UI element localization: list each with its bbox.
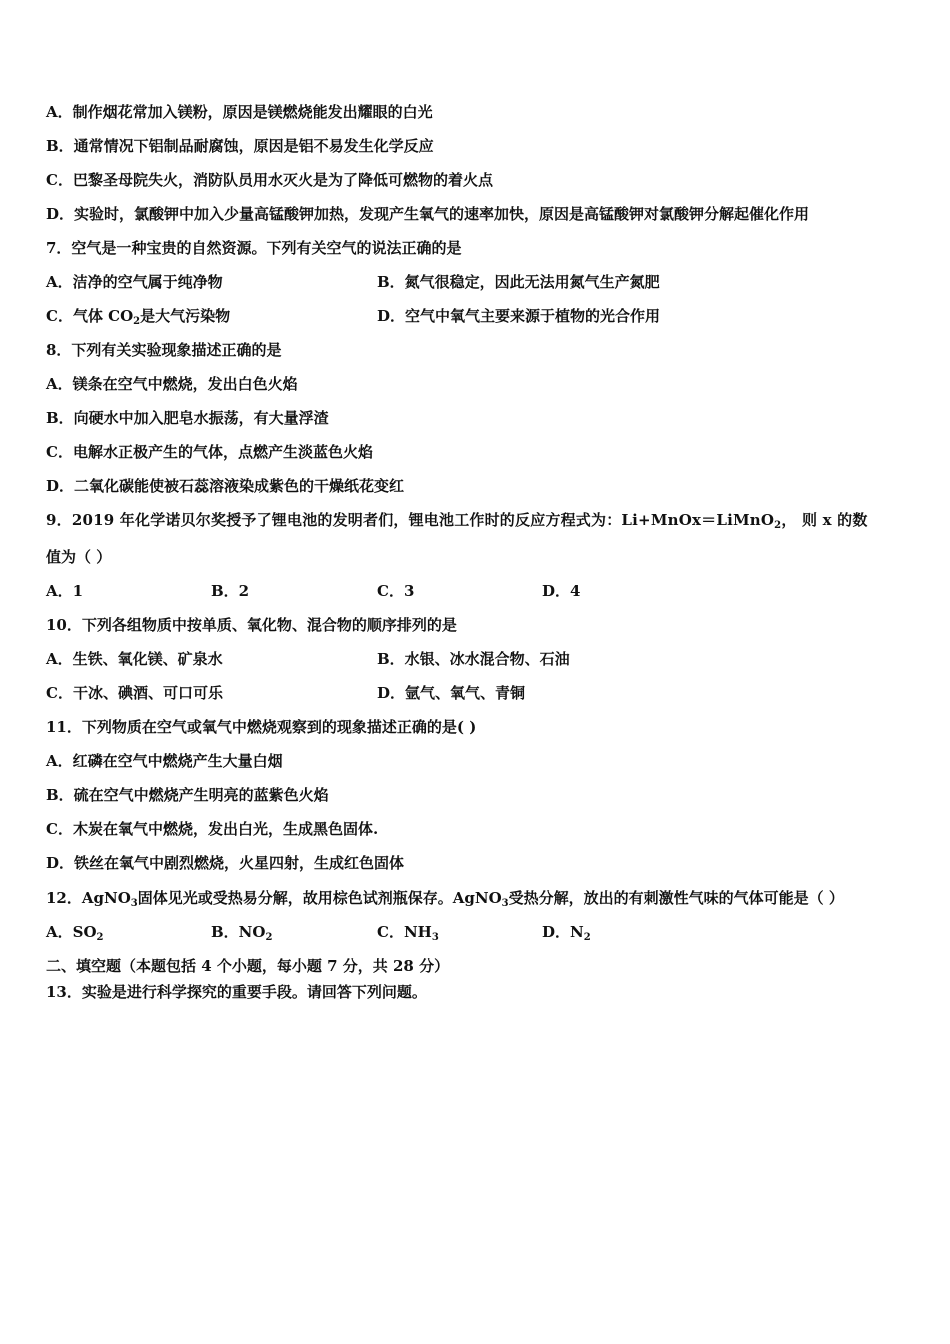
q10-option-c: C．干冰、碘酒、可口可乐 <box>46 684 223 702</box>
q8-stem: 8．下列有关实验现象描述正确的是 <box>46 341 282 359</box>
q6-option-b: B．通常情况下铝制品耐腐蚀，原因是铝不易发生化学反应 <box>46 137 434 155</box>
q7-option-c-text-end: 是大气污染物 <box>140 307 231 325</box>
q8-option-a: A．镁条在空气中燃烧，发出白色火焰 <box>46 375 298 393</box>
q7-option-a: A．洁净的空气属于纯净物 <box>46 273 223 291</box>
q12-option-a-text: A．SO <box>46 923 97 941</box>
q12-stem <box>46 888 844 908</box>
q9-option-d: D．4 <box>542 582 581 600</box>
q12-option-b-subscript: 2 <box>265 932 273 943</box>
q11-option-a: A．红磷在空气中燃烧产生大量白烟 <box>46 752 283 770</box>
q7-option-c-subscript: 2 <box>133 316 141 327</box>
q12-option-b-text: B．NO <box>211 923 266 941</box>
q9-option-b: B．2 <box>211 582 250 600</box>
q12-option-d-text: D．N <box>542 923 584 941</box>
q11-option-c: C．木炭在氧气中燃烧，发出白光，生成黑色固体. <box>46 820 379 838</box>
q9-stem-subscript: 2 <box>774 520 782 531</box>
q11-option-b: B．硫在空气中燃烧产生明亮的蓝紫色火焰 <box>46 786 329 804</box>
q8-option-d: D．二氧化碳能使被石蕊溶液染成紫色的干燥纸花变红 <box>46 477 405 495</box>
q11-stem: 11．下列物质在空气或氧气中燃烧观察到的现象描述正确的是( ) <box>46 718 477 736</box>
q9-option-c: C．3 <box>377 582 415 600</box>
q11-option-d: D．铁丝在氧气中剧烈燃烧，火星四射，生成红色固体 <box>46 854 405 872</box>
q12-option-c-subscript: 3 <box>431 932 439 943</box>
q10-stem: 10．下列各组物质中按单质、氧化物、混合物的顺序排列的是 <box>46 616 457 634</box>
q7-option-c <box>46 306 230 326</box>
q13-stem: 13．实验是进行科学探究的重要手段。请回答下列问题。 <box>46 983 427 1001</box>
q12-stem-part3: 受热分解，放出的有刺激性气味的气体可能是（ ） <box>508 889 844 907</box>
q8-option-b: B．向硬水中加入肥皂水振荡，有大量浮渣 <box>46 409 329 427</box>
q9-stem <box>46 510 868 530</box>
q12-stem-part2: 固体见光或受热易分解，故用棕色试剂瓶保存。AgNO <box>137 889 502 907</box>
q12-option-a-subscript: 2 <box>96 932 104 943</box>
q12-option-d <box>542 922 591 942</box>
q9-stem-line2: 值为（ ） <box>46 548 112 566</box>
q6-option-a: A．制作烟花常加入镁粉，原因是镁燃烧能发出耀眼的白光 <box>46 103 433 121</box>
q12-stem-subscript-1: 3 <box>130 898 138 909</box>
q12-stem-part1: 12．AgNO <box>46 889 131 907</box>
q7-stem: 7．空气是一种宝贵的自然资源。下列有关空气的说法正确的是 <box>46 239 462 257</box>
q12-stem-subscript-2: 3 <box>501 898 509 909</box>
q7-option-d: D．空气中氧气主要来源于植物的光合作用 <box>377 307 661 325</box>
q9-stem-text: 9．2019 年化学诺贝尔奖授予了锂电池的发明者们，锂电池工作时的反应方程式为：Li+MnOx＝LiMnO <box>46 511 775 529</box>
q12-option-a <box>46 922 104 942</box>
q10-option-b: B．水银、冰水混合物、石油 <box>377 650 570 668</box>
q12-option-b <box>211 922 272 942</box>
q9-option-a: A．1 <box>46 582 84 600</box>
q12-option-d-subscript: 2 <box>583 932 591 943</box>
q6-option-c: C．巴黎圣母院失火，消防队员用水灭火是为了降低可燃物的着火点 <box>46 171 493 189</box>
q10-option-d: D．氩气、氧气、青铜 <box>377 684 526 702</box>
q12-option-c-text: C．NH <box>377 923 432 941</box>
section-heading: 二、填空题（本题包括 4 个小题，每小题 7 分，共 28 分） <box>46 957 450 975</box>
q9-stem-text-end: ， 则 x 的数 <box>781 511 868 529</box>
q8-option-c: C．电解水正极产生的气体，点燃产生淡蓝色火焰 <box>46 443 373 461</box>
q10-option-a: A．生铁、氧化镁、矿泉水 <box>46 650 223 668</box>
q7-option-c-text: C．气体 CO <box>46 307 134 325</box>
q7-option-b: B．氮气很稳定，因此无法用氮气生产氮肥 <box>377 273 660 291</box>
q12-option-c <box>377 922 439 942</box>
q6-option-d: D．实验时，氯酸钾中加入少量高锰酸钾加热，发现产生氧气的速率加快，原因是高锰酸钾对氯酸钾分解起催化作用 <box>46 205 810 223</box>
